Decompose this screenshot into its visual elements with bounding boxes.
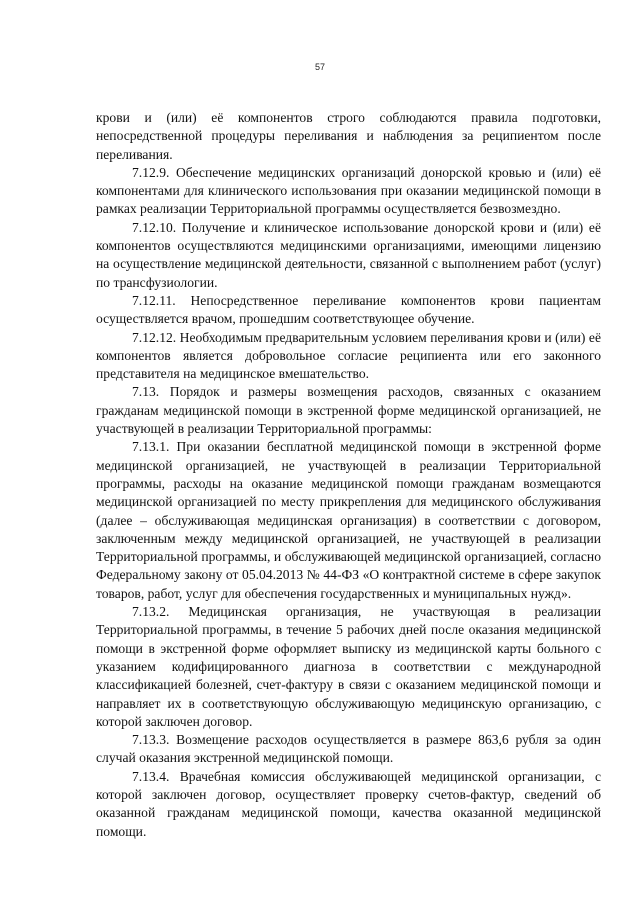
paragraph-7-13-4: 7.13.4. Врачебная комиссия обслуживающей медицинской организации, с которой заключен договор, осуществляет проверку счетов-фактур, сведений об оказанной гражданам медицинской помощи, качества оказанной медицинской помощи. <box>96 768 601 839</box>
paragraph-7-13-2: 7.13.2. Медицинская организация, не участвующая в реализации Территориальной программы, в течение 5 рабочих дней после оказания медицинской помощи в экстренной форме оформляет выписку из медицинской карты больного с указанием кодифицированного диагноза в соответствии с международной классификацией болезней, счет-фактуру в связи с оказанием медицинской помощи и направляет их в соответствующую обслуживающую медицинскую организацию, с которой заключен договор. <box>96 604 601 729</box>
paragraph-7-12-11: 7.12.11. Непосредственное переливание компонентов крови пациентам осуществляется врачом, прошедшим соответствующее обучение. <box>96 292 601 327</box>
paragraph-7-13-1: 7.13.1. При оказании бесплатной медицинской помощи в экстренной форме медицинской организацией, не участвующей в реализации Территориальной программы, расходы на оказание медицинской помощи гражданам возмещаются медицинской организацией по месту прикрепления для медицинского обслуживания (далее – обслуживающая медицинская организация) в соответствии с договором, заключенным между медицинской организацией, не участвующей в реализации Территориальной программы, и обслуживающей медицинской организацией, согласно Федеральному закону от 05.04.2013 № 44-ФЗ «О контрактной системе в сфере закупок товаров, работ, услуг для обеспечения государственных и муниципальных нужд». <box>96 439 601 601</box>
paragraph-7-12-12: 7.12.12. Необходимым предварительным условием переливания крови и (или) её компонентов является добровольное согласие реципиента или его законного представителя на медицинское вмешательство. <box>96 329 601 382</box>
page-number: 57 <box>314 62 325 72</box>
paragraph-7-13-3: 7.13.3. Возмещение расходов осуществляется в размере 863,6 рубля за один случай оказания экстренной медицинской помощи. <box>96 732 601 766</box>
paragraph-7-12-9: 7.12.9. Обеспечение медицинских организаций донорской кровью и (или) её компонентами для клинического использования при оказании медицинской помощи в рамках реализации Территориальной программы осуществляется безвозмездно. <box>96 164 601 217</box>
paragraph-continued: крови и (или) её компонентов строго соблюдаются правила подготовки, непосредственной процедуры переливания и наблюдения за реципиентом после переливания. <box>96 110 601 162</box>
paragraph-7-13: 7.13. Порядок и размеры возмещения расходов, связанных с оказанием гражданам медицинской помощи в экстренной форме медицинской организацией, не участвующей в реализации Территориальной программы: <box>96 384 601 437</box>
paragraph-7-12-10: 7.12.10. Получение и клиническое использование донорской крови и (или) её компонентов осуществляются медицинскими организациями, имеющими лицензию на осуществление медицинской деятельности, связанной с выполнением работ (услуг) по трансфузиологии. <box>96 219 601 290</box>
document-body <box>96 109 601 841</box>
